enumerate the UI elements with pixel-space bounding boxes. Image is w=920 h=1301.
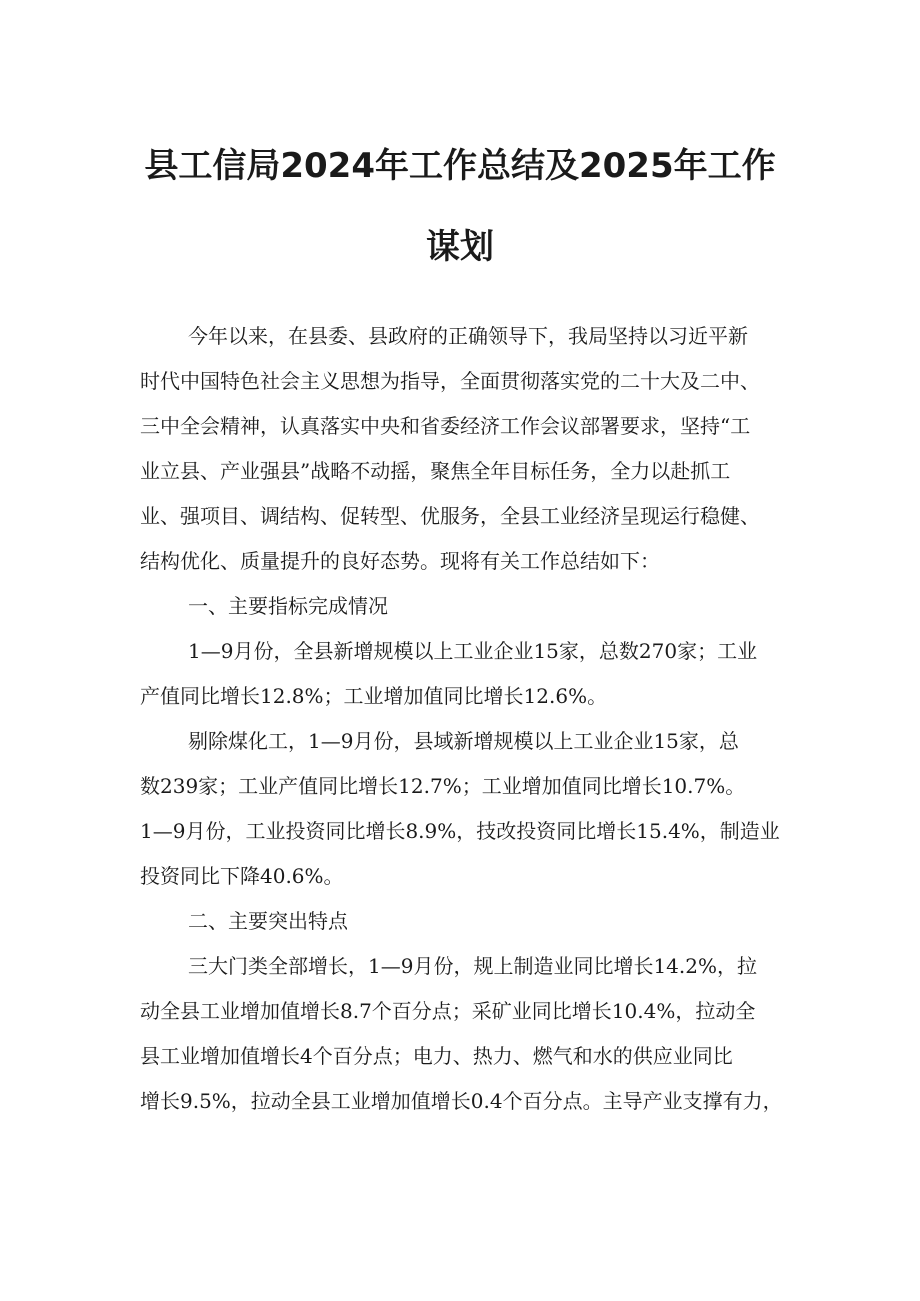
body-line: 结构优化、质量提升的良好态势。现将有关工作总结如下： [140, 549, 660, 573]
body-line: 1—9月份，工业投资同比增长8.9%，技改投资同比增长15.4%，制造业 [140, 819, 780, 843]
body-line: 产值同比增长12.8%；工业增加值同比增长12.6%。 [140, 684, 608, 708]
body-line: 增长9.5%，拉动全县工业增加值增长0.4个百分点。主导产业支撑有力， [140, 1089, 783, 1113]
section-heading: 二、主要突出特点 [188, 909, 348, 933]
body-line: 剔除煤化工，1—9月份，县域新增规模以上工业企业15家，总 [188, 729, 739, 753]
document-title-line-1: 县工信局2024年工作总结及2025年工作 [144, 146, 776, 186]
body-line: 时代中国特色社会主义思想为指导，全面贯彻落实党的二十大及二中、 [140, 369, 760, 393]
body-line: 数239家；工业产值同比增长12.7%；工业增加值同比增长10.7%。 [140, 774, 746, 798]
body-line: 1—9月份，全县新增规模以上工业企业15家，总数270家；工业 [188, 639, 758, 663]
body-line: 三大门类全部增长，1—9月份，规上制造业同比增长14.2%，拉 [188, 954, 757, 978]
body-line: 县工业增加值增长4个百分点；电力、热力、燃气和水的供应业同比 [140, 1044, 733, 1068]
document-title-line-2: 谋划 [426, 227, 494, 267]
body-line: 业、强项目、调结构、促转型、优服务，全县工业经济呈现运行稳健、 [140, 504, 760, 528]
body-line: 动全县工业增加值增长8.7个百分点；采矿业同比增长10.4%，拉动全 [140, 999, 756, 1023]
body-line: 三中全会精神，认真落实中央和省委经济工作会议部署要求，坚持“工 [140, 414, 751, 438]
body-line: 业立县、产业强县”战略不动摇，聚焦全年目标任务，全力以赴抓工 [140, 459, 731, 483]
body-line: 投资同比下降40.6%。 [140, 864, 344, 888]
section-heading: 一、主要指标完成情况 [188, 594, 388, 618]
body-line: 今年以来，在县委、县政府的正确领导下，我局坚持以习近平新 [188, 324, 748, 348]
